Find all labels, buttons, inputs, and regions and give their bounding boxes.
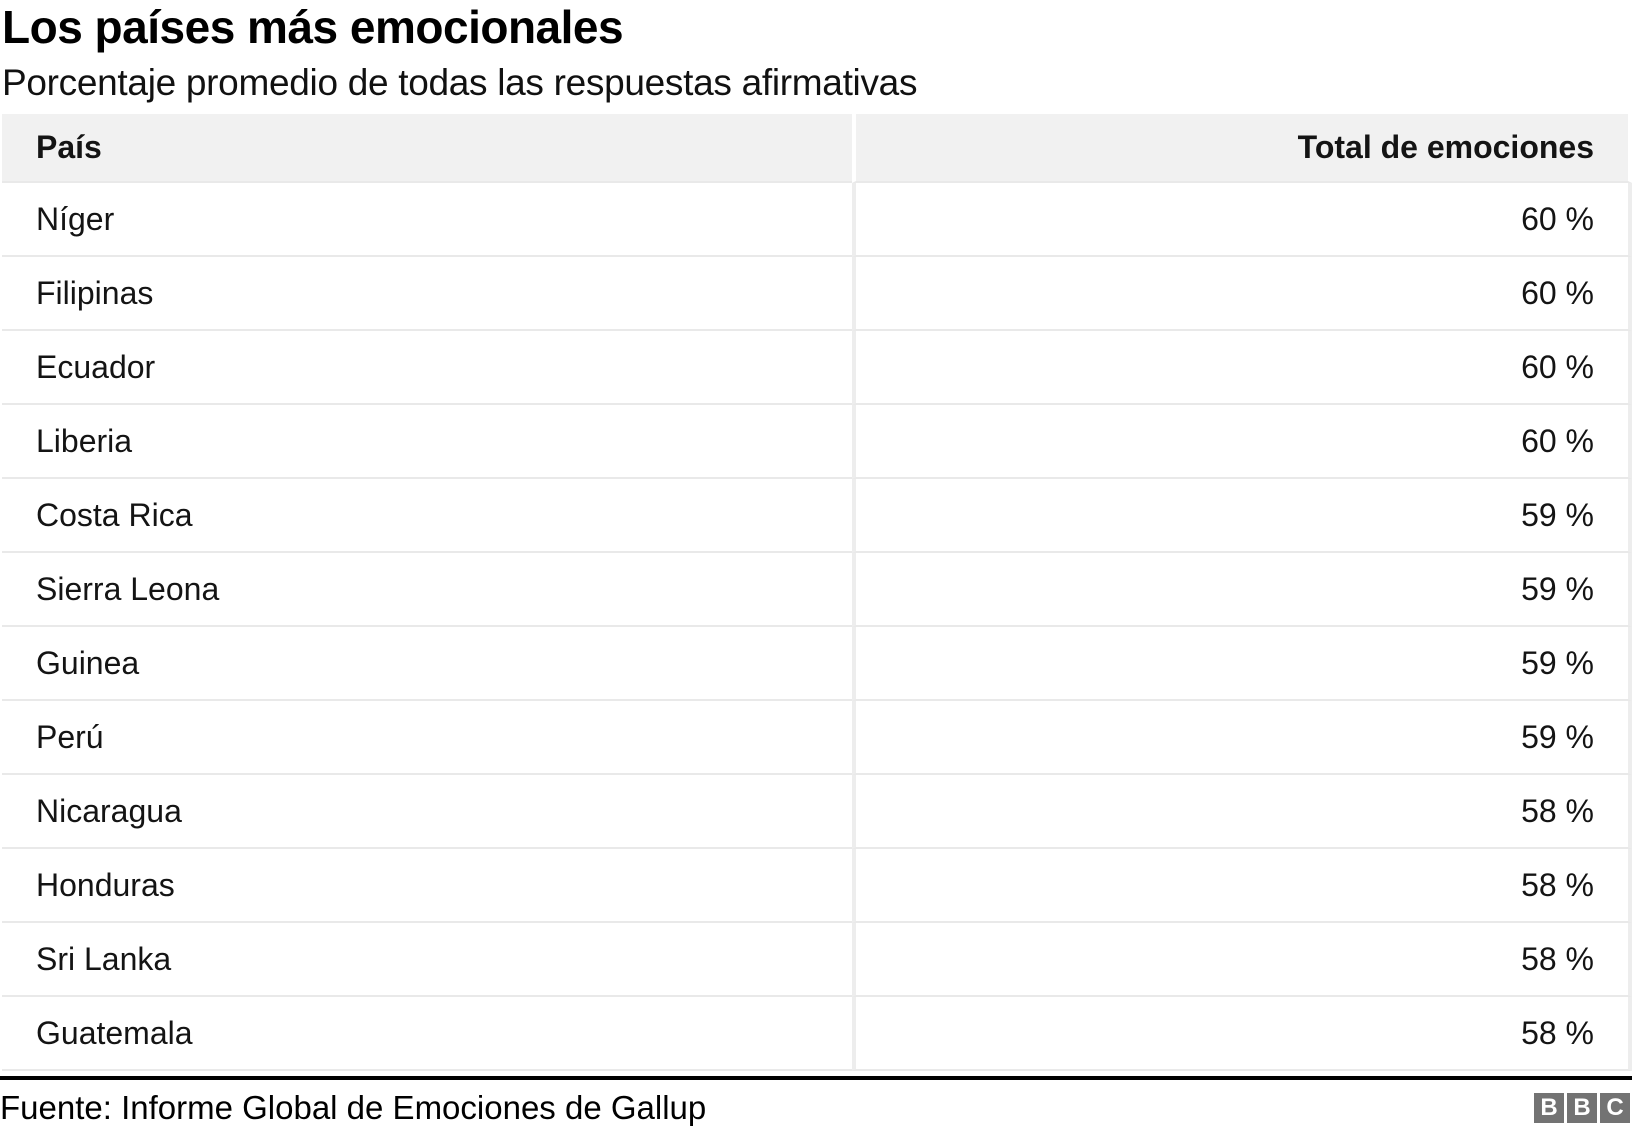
table-row [2,849,1632,923]
page-title: Los países más emocionales [2,1,624,53]
value-cell: 58 % [852,923,1632,997]
table-body [2,183,1632,1071]
column-header-country: País [2,114,852,183]
table-row [2,553,1632,627]
value-cell: 60 % [852,331,1632,405]
table-header-row [2,114,1632,183]
country-cell: Costa Rica [2,479,852,553]
country-cell: Liberia [2,405,852,479]
table-row [2,627,1632,701]
value-cell: 60 % [852,257,1632,331]
table-row [2,997,1632,1071]
table-row [2,257,1632,331]
value-cell: 60 % [852,405,1632,479]
country-cell: Honduras [2,849,852,923]
table-row [2,331,1632,405]
table-row [2,775,1632,849]
value-cell: 59 % [852,701,1632,775]
value-cell: 59 % [852,627,1632,701]
table-row [2,923,1632,997]
table-row [2,183,1632,257]
value-cell: 58 % [852,775,1632,849]
page-subtitle: Porcentaje promedio de todas las respuestas afirmativas [2,61,918,103]
bbc-logo-letter: C [1600,1093,1630,1123]
country-cell: Guatemala [2,997,852,1071]
bbc-logo-letter: B [1567,1093,1597,1123]
value-cell: 58 % [852,997,1632,1071]
country-cell: Sri Lanka [2,923,852,997]
table-header [2,114,1632,183]
emotions-table [2,114,1632,1071]
bbc-logo [1534,1093,1630,1123]
source-note: Fuente: Informe Global de Emociones de Gallup [0,1089,707,1127]
column-header-total: Total de emociones [852,114,1632,183]
footer [0,1076,1632,1127]
table-row [2,701,1632,775]
country-cell: Filipinas [2,257,852,331]
country-cell: Ecuador [2,331,852,405]
value-cell: 58 % [852,849,1632,923]
country-cell: Níger [2,183,852,257]
country-cell: Perú [2,701,852,775]
value-cell: 59 % [852,553,1632,627]
country-cell: Nicaragua [2,775,852,849]
table-row [2,479,1632,553]
table-row [2,405,1632,479]
value-cell: 60 % [852,183,1632,257]
country-cell: Sierra Leona [2,553,852,627]
value-cell: 59 % [852,479,1632,553]
chart-container [0,1,1632,1127]
bbc-logo-letter: B [1534,1093,1564,1123]
country-cell: Guinea [2,627,852,701]
